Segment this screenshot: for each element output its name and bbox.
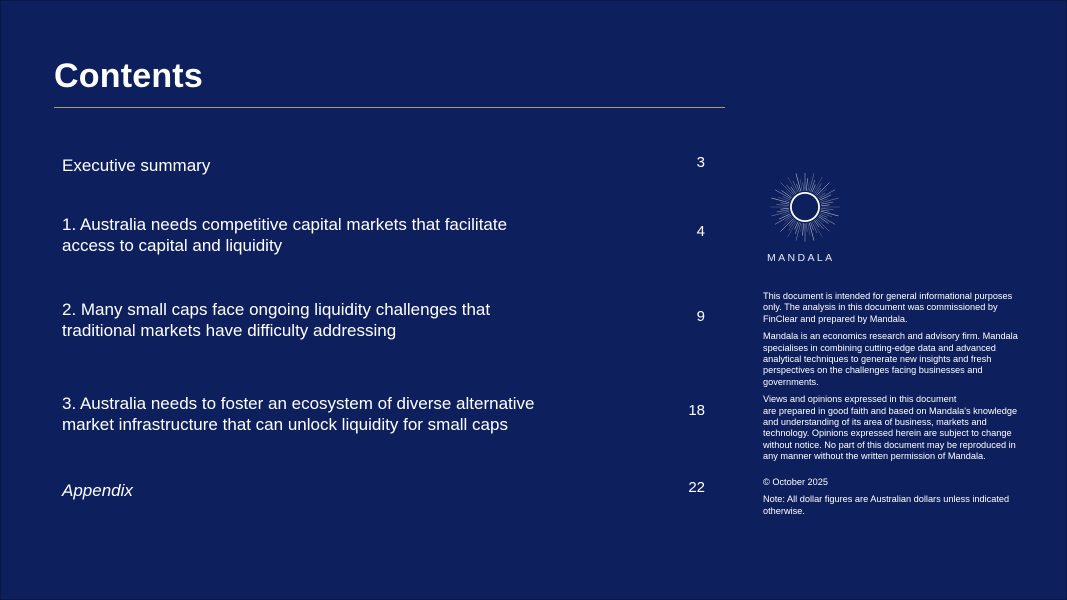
brand-name: MANDALA xyxy=(767,252,835,264)
currency-note: Note: All dollar figures are Australian dollars unless indicated otherwise. xyxy=(763,494,1010,516)
toc-item-label: Appendix xyxy=(62,481,133,500)
logo-ray xyxy=(819,193,826,198)
toc-item-label-line1: 3. Australia needs to foster an ecosystem of diverse alternative xyxy=(62,394,535,413)
logo-ray xyxy=(803,183,804,191)
logo-ray xyxy=(821,208,833,209)
logo-ray xyxy=(816,188,821,194)
logo-ray xyxy=(821,213,832,217)
logo-ray xyxy=(789,220,794,226)
toc-item-label-line2: access to capital and liquidity xyxy=(62,236,283,255)
logo-ray xyxy=(781,208,789,209)
page-title: Contents xyxy=(54,57,203,95)
logo-ray xyxy=(795,223,799,234)
toc-item-label-line2: traditional markets have difficulty addressing xyxy=(62,321,397,340)
mandala-logo-icon xyxy=(767,173,843,249)
logo-ray xyxy=(801,223,802,231)
toc-item-section-2[interactable] xyxy=(62,299,622,341)
logo-ray xyxy=(817,183,830,196)
toc-item-label-line2: market infrastructure that can unlock liquidity for small caps xyxy=(62,415,508,434)
logo-ray xyxy=(821,210,829,211)
toc-page-number: 9 xyxy=(696,308,705,325)
toc-item-label-line1: 2. Many small caps face ongoing liquidity challenges that xyxy=(62,300,491,319)
logo-ray xyxy=(806,179,807,191)
logo-ray xyxy=(821,205,829,206)
toc-item-section-1[interactable] xyxy=(62,214,622,256)
logo-ray xyxy=(781,203,789,204)
toc-item-section-3[interactable] xyxy=(62,393,642,435)
toc-item-appendix[interactable] xyxy=(62,480,622,501)
title-divider xyxy=(54,107,725,108)
logo-ray xyxy=(819,215,835,224)
toc-item-executive-summary[interactable] xyxy=(62,155,622,176)
logo-ray xyxy=(791,187,796,194)
logo-ray xyxy=(803,223,804,235)
logo-ray xyxy=(775,215,791,224)
logo-ray xyxy=(813,221,822,237)
logo-ray xyxy=(806,223,807,231)
toc-page-number: 4 xyxy=(696,223,705,240)
logo-ray xyxy=(808,183,809,191)
toc-page-number: 3 xyxy=(696,154,705,171)
opinions-rest: are prepared in good faith and based on Mandala's knowledge and understanding of its area of business, markets and technology. Opinions expressed herein are subject to change without notice. No part of this document may be reproduced in any manner without the written permission of Mandala. xyxy=(763,405,1018,462)
opinions-paragraph xyxy=(763,394,1025,462)
logo-ray xyxy=(777,205,789,206)
logo-ray xyxy=(818,218,824,223)
logo-ray xyxy=(788,177,797,193)
toc-item-label-line1: 1. Australia needs competitive capital markets that facilitate xyxy=(62,215,508,234)
disclaimer-paragraph: This document is intended for general informational purposes only. The analysis in this document was commissioned by FinClear and prepared by Mandala. xyxy=(763,291,1013,324)
toc-page-number: 22 xyxy=(688,479,705,496)
opinions-line1: Views and opinions expressed in this document xyxy=(763,394,957,405)
toc-page-number: 18 xyxy=(688,402,705,419)
about-paragraph: Mandala is an economics research and advisory firm. Mandala specialises in combining cutting-edge data and advanced analytical techniques to generate new insights and fresh perspectives on the challenges facing businesses and governments. xyxy=(763,331,1018,387)
logo-ray xyxy=(781,219,794,232)
logo-ray xyxy=(775,190,791,199)
disclaimer-panel xyxy=(763,291,1025,523)
logo-ray xyxy=(785,216,792,221)
logo-ray xyxy=(786,191,792,196)
logo-ray xyxy=(817,219,830,232)
logo-ray xyxy=(788,221,797,237)
logo-ray xyxy=(819,190,835,199)
logo-ray xyxy=(814,221,819,228)
logo-ray xyxy=(811,180,815,191)
logo-ray xyxy=(781,183,794,196)
logo-ray xyxy=(778,197,789,201)
toc-item-label: Executive summary xyxy=(62,156,211,175)
copyright-text: © October 2025 xyxy=(763,476,828,487)
logo-ray xyxy=(813,177,822,193)
